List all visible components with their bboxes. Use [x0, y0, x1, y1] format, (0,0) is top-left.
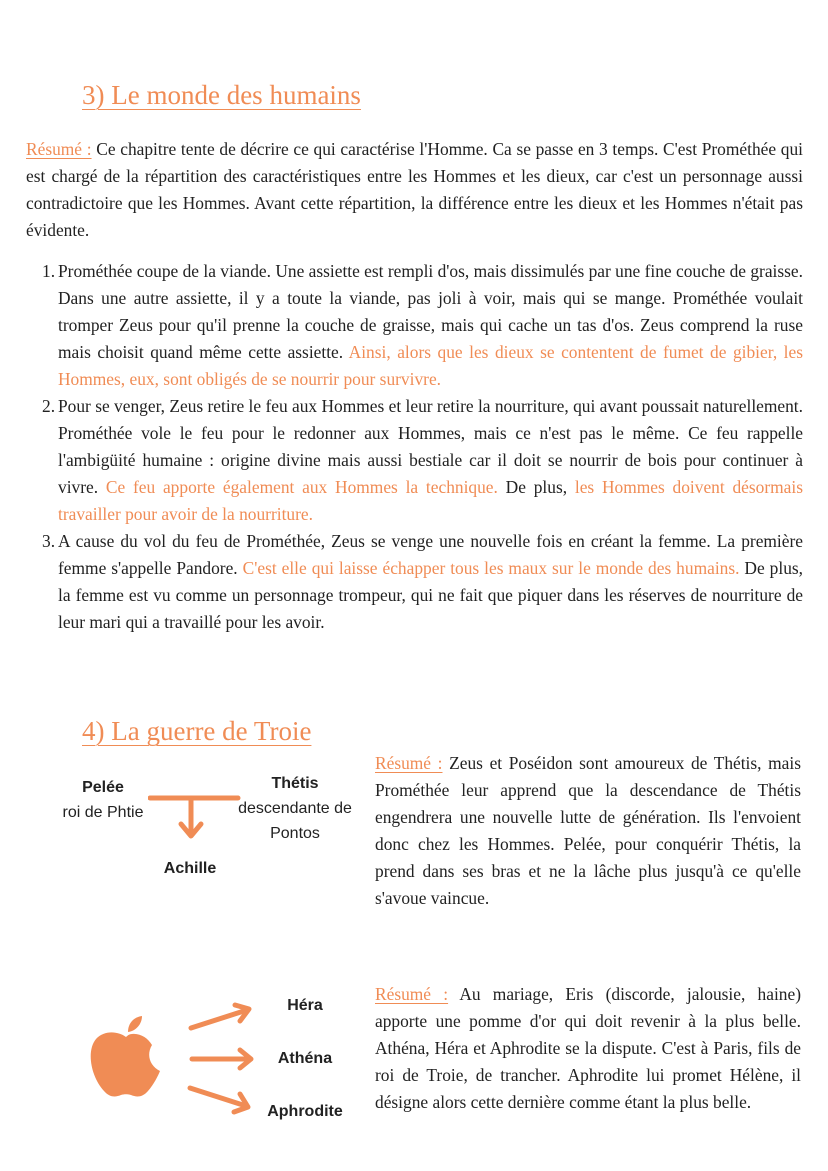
summary-text: Au mariage, Eris (discorde, jalousie, haine) apporte une pomme d'or qui doit revenir à la plus belle. Athéna, Héra et Aphrodite se la dispute. C'est à Paris, fils de roi de Troie, de trancher. Aphrodite lui promet Hélène, il désigne alors cette dernière comme étant la plus belle.: [375, 984, 801, 1112]
list-item-highlight: Ainsi, alors que les dieux se contentent de fumet de gibier, les Hommes, eux, sont obligés de se nourrir pour survivre.: [58, 342, 803, 389]
list-item-number: 3.: [42, 531, 56, 551]
list-item-number: 2.: [42, 396, 56, 416]
list-item-text: A cause du vol du feu de Prométhée, Zeus se venge une nouvelle fois en créant la femme. La première femme s'appelle Pandore.: [58, 531, 803, 578]
list-item-highlight: C'est elle qui laisse échapper tous les maux sur le monde des humains.: [242, 558, 740, 578]
tree-mother-desc: Pontos: [270, 825, 320, 842]
tree-mother-name: Thétis: [271, 775, 319, 792]
list-item-highlight: les Hommes doivent désormais travailler pour avoir de la nourriture.: [58, 477, 803, 524]
section-4-summary-2: [375, 981, 801, 1116]
list-item-highlight: Ce feu apporte également aux Hommes la technique.: [105, 477, 498, 497]
tree-father-name: Pelée: [82, 779, 124, 796]
summary-label: Résumé :: [375, 753, 443, 773]
summary-text: Zeus et Poséidon sont amoureux de Thétis, mais Prométhée leur apprend que la descendance de Thétis engendrera une nouvelle lutte de génération. Ils l'envoient donc chez les Hommes. Pelée, pour conquérir Thétis, la prend dans ses bras et ne la lâche plus jusqu'à ce qu'elle s'avoue vaincue.: [375, 753, 801, 908]
tree-child-name: Achille: [163, 860, 217, 877]
arrow-icon: [188, 1044, 258, 1074]
tree-mother-desc: descendante de: [238, 800, 352, 817]
list-item-number: 1.: [42, 261, 56, 281]
summary-text: Ce chapitre tente de décrire ce qui caractérise l'Homme. Ca se passe en 3 temps. C'est Prométhée qui est chargé de la répartition des caractéristiques entre les Hommes et les dieux, car c'est un personnage aussi contradictoire que les Hommes. Avant cette répartition, la différence entre les dieux et les Hommes n'était pas évidente.: [26, 139, 803, 240]
tree-father-desc: roi de Phtie: [62, 804, 144, 821]
section-4-summary-1: [375, 750, 801, 912]
list-item: [42, 393, 803, 528]
section-3-list: [42, 258, 804, 636]
section-4-title: 4) La guerre de Troie: [82, 716, 312, 746]
apple-target: Athéna: [277, 1050, 333, 1067]
section-3-title: 3) Le monde des humains: [82, 80, 361, 110]
list-item-text: Prométhée coupe de la viande. Une assiette est rempli d'os, mais dissimulés par une fine couche de graisse. Dans une autre assiette, il y a toute la viande, pas joli à voir, mais qui se mange. Prométhée voulait tromper Zeus pour qu'il prenne la couche de graisse, mais qui cache un tas d'os. Zeus comprend la ruse mais choisit quand même cette assiette.: [58, 261, 803, 362]
list-item-text: Pour se venger, Zeus retire le feu aux Hommes et leur retire la nourriture, qui avant poussait naturellement. Prométhée vole le feu pour le redonner aux Hommes, mais ce n'est pas le même. Ce feu rappelle l'ambigüité humaine : origine divine mais aussi bestiale car il doit se nourrir de bois pour continuer à vivre.: [58, 396, 803, 497]
arrow-icon: [186, 1082, 256, 1122]
apple-target: Héra: [287, 997, 323, 1014]
summary-label: Résumé :: [26, 139, 92, 159]
list-item: [42, 528, 804, 636]
summary-label: Résumé :: [375, 984, 449, 1004]
list-item-text: De plus, la femme est vu comme un personnage trompeur, qui ne fait que piquer dans les réserves de nourriture de leur mari qui a travaillé pour les avoir.: [58, 558, 804, 632]
section-3-summary: [26, 136, 803, 244]
tree-connector-icon: [148, 790, 288, 850]
apple-target: Aphrodite: [267, 1103, 343, 1120]
list-item-text: De plus,: [497, 477, 575, 497]
arrow-icon: [187, 1000, 257, 1040]
apple-icon: [88, 1015, 164, 1099]
list-item: [42, 258, 803, 393]
